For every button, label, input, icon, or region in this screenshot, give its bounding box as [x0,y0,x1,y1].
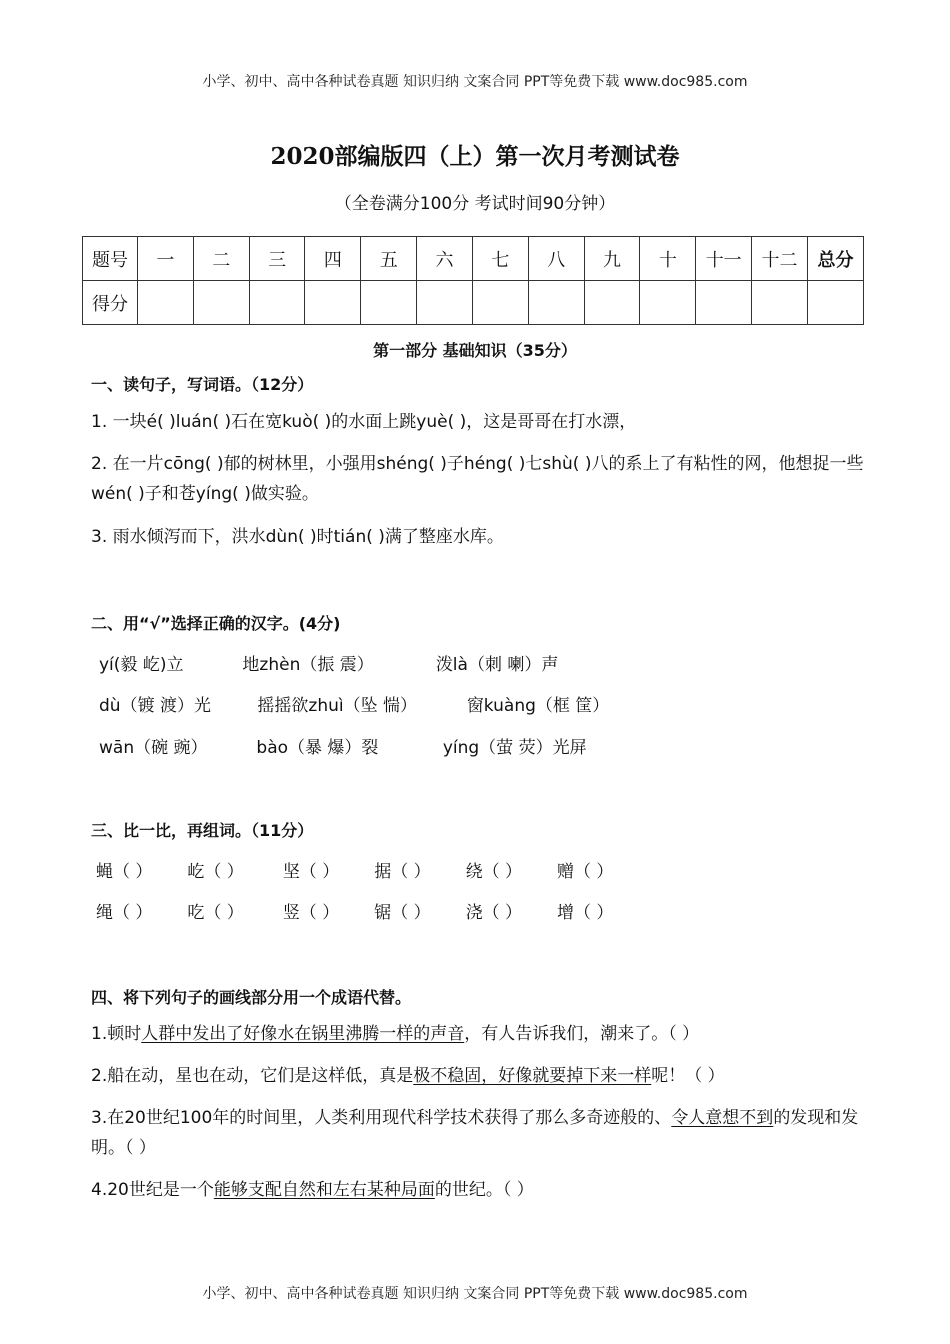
choice-item: 地zhèn（振 震） [242,655,374,675]
page-footer: 小学、初中、高中各种试卷真题 知识归纳 文案合同 PPT等免费下载 www.doc985.com [202,1286,748,1302]
score-blank-cell [584,281,640,325]
score-header-cell: 五 [361,237,417,281]
score-row-label: 得分 [83,281,138,325]
score-blank-cell [138,281,194,325]
compare-item: 增（ ） [557,903,614,923]
question-4-2 [91,1061,725,1091]
section-four-heading: 四、将下列句子的画线部分用一个成语代替。 [91,988,412,1007]
score-blank-cell [808,281,864,325]
question-text: 的发现和发明。（ ） [91,1108,859,1158]
compare-item: 绕（ ） [465,862,523,882]
question-text: 的世纪。（ ） [434,1180,534,1200]
choice-item: bào（暴 爆）裂 [256,738,379,758]
score-blank-cell [305,281,361,325]
question-text: 2.船在动，星也在动，它们是这样低，真是 [91,1066,414,1086]
section-one-heading: 一、读句子，写词语。（12分） [91,375,314,394]
choice-item: yí(毅 屹)立 [99,655,184,675]
score-table-score-row [83,281,864,325]
score-blank-cell [249,281,305,325]
score-blank-cell [193,281,249,325]
score-header-cell: 七 [472,237,528,281]
score-header-cell: 三 [249,237,305,281]
section-three-heading: 三、比一比，再组词。（11分） [91,821,314,840]
score-blank-cell [696,281,752,325]
question-1-2: 2. 在一片cōng( )郁的树林里，小强用shéng( )子héng( )七shù( )八的系上了有粘性的网，他想捉一些wén( )子和苍yíng( )做实验。 [91,454,864,504]
compare-item: 蝇（ ） [96,862,153,882]
score-header-cell: 四 [305,237,361,281]
compare-item: 锯（ ） [374,903,431,923]
score-table [82,236,864,325]
score-blank-cell [361,281,417,325]
question-4-4 [91,1175,534,1205]
score-blank-cell [528,281,584,325]
compare-item: 竖（ ） [282,903,340,923]
choice-row-2 [99,691,609,716]
score-table-header-row [83,237,864,281]
question-text: 3.在20世纪100年的时间里，人类利用现代科学技术获得了那么多奇迹般的、 [91,1108,672,1128]
score-header-cell: 十一 [696,237,752,281]
compare-item: 吃（ ） [187,903,244,923]
compare-row-2 [96,898,613,923]
compare-item: 赠（ ） [557,862,614,882]
question-1-3: 3. 雨水倾泻而下，洪水dùn( )时tián( )满了整座水库。 [91,527,504,547]
score-header-cell: 题号 [83,237,138,281]
part-one-heading: 第一部分 基础知识（35分） [373,341,577,360]
choice-item: yíng（萤 荧）光屏 [442,738,587,758]
score-blank-cell [472,281,528,325]
score-header-cell: 一 [138,237,194,281]
question-text: 呢！（ ） [651,1066,725,1086]
question-4-3 [91,1103,876,1163]
choice-row-1 [99,650,558,675]
compare-row-1 [96,857,613,882]
compare-item: 坚（ ） [282,862,340,882]
question-text: ，有人告诉我们，潮来了。（ ） [464,1024,700,1044]
score-header-cell: 六 [417,237,473,281]
score-header-cell: 九 [584,237,640,281]
compare-item: 绳（ ） [96,903,153,923]
underlined-phrase: 能够支配自然和左右某种局面 [213,1180,435,1200]
choice-item: 泼là（刺 喇）声 [435,655,559,675]
choice-item: 窗kuàng（框 筐） [466,696,610,716]
choice-item: 摇摇欲zhuì（坠 惴） [257,696,418,716]
score-blank-cell [417,281,473,325]
compare-item: 浇（ ） [465,903,523,923]
page-header: 小学、初中、高中各种试卷真题 知识归纳 文案合同 PPT等免费下载 www.doc985.com [202,74,748,90]
choice-item: wān（碗 豌） [99,738,208,758]
score-header-cell: 十二 [752,237,808,281]
underlined-phrase: 极不稳固，好像就要掉下来一样 [413,1066,652,1086]
exam-subtitle: （全卷满分100分 考试时间90分钟） [334,194,616,214]
question-1-1: 1. 一块é( )luán( )石在宽kuò( )的水面上跳yuè( )，这是哥哥在打水漂， [91,412,637,432]
exam-title: 2020部编版四（上）第一次月考测试卷 [270,143,680,170]
score-blank-cell [640,281,696,325]
underlined-phrase: 令人意想不到 [671,1108,774,1128]
score-header-cell: 二 [193,237,249,281]
section-two-heading: 二、用“√”选择正确的汉字。(4分) [91,614,341,633]
question-text: 1.顿时 [91,1024,142,1044]
compare-item: 屹（ ） [187,862,244,882]
score-header-cell: 十 [640,237,696,281]
score-header-cell: 八 [528,237,584,281]
question-4-1 [91,1019,699,1049]
compare-item: 据（ ） [374,862,431,882]
score-header-cell: 总分 [808,237,864,281]
underlined-phrase: 人群中发出了好像水在锅里沸腾一样的声音 [141,1024,465,1044]
question-text: 4.20世纪是一个 [91,1180,214,1200]
score-blank-cell [752,281,808,325]
choice-row-3 [99,733,587,758]
choice-item: dù（镀 渡）光 [99,696,211,716]
